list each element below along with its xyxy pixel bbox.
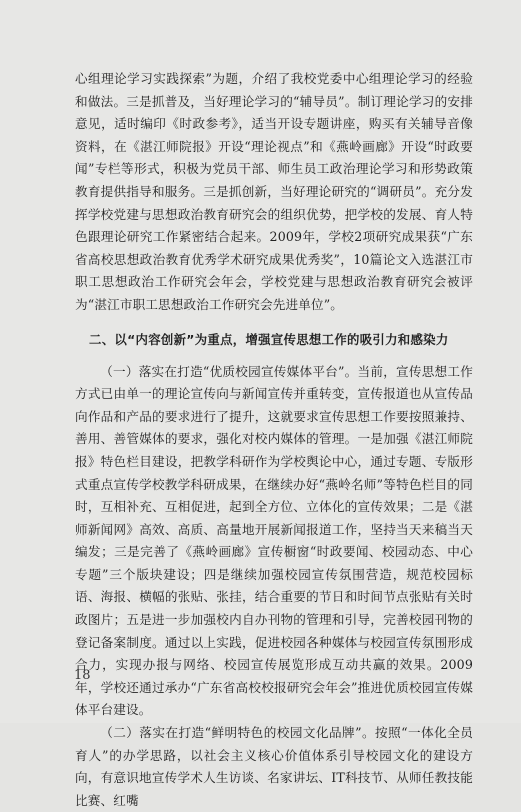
paragraph-media-platform: （一）落实在打造“优质校园宣传媒体平台”。当前，宣传思想工作方式已由单一的理论宣传向与新闻宣传并重转变，宣传报道也从宣传品向作品和产品的要求进行了提升，这就要求宣传思想工作要按照兼持、善用、善管媒体的要求，强化对校内媒体的管理。一是加强《湛江师院报》特色栏目建设，把教学科研作为学校舆论中心，通过专题、专版形式重点宣传学校教学科研成果，在继续办好“燕岭名师”等特色栏目的同时，互相补充、互相促进，起到全方位、立体化的宣传效果；二是《湛师新闻网》高效、高质、高量地开展新闻报道工作，坚持当天来稿当天编发；三是完善了《燕岭画廊》宣传橱窗“时政要闻、校园动态、中心专题”三个版块建设；四是继续加强校园宣传氛围营造，规范校园标语、海报、横幅的张贴、张挂，结合重要的节日和时间节点张贴有关时政图片；五是进一步加强校内自办刊物的管理和引导，完善校园刊物的登记备案制度。通过以上实践，促进校园各种媒体与校园宣传氛围形成合力，实现办报与网络、校园宣传展览形成互动共赢的效果。2009年，学校还通过承办“广东省高校校报研究会年会”推进优质校园宣传媒体平台建设。 (75, 363, 473, 718)
paragraph-gap (75, 317, 473, 321)
paragraph-theory-study: 心组理论学习实践探索”为题，介绍了我校党委中心组理论学习的经验和做法。三是抓普及，当好理论学习的“辅导员”。制订理论学习的安排意见，适时编印《时政参考》，适当开设专题讲座，购买有关辅导音像资料，在《湛江师院报》开设“理论视点”和《燕岭画廊》开设“时政要闻”专栏等形式，积极为党员干部、师生员工政治理论学习和形势政策教育提供指导和服务。三是抓创新，当好理论研究的“调研员”。充分发挥学校党建与思想政治教育研究会的组织优势，把学校的发展、育人特色跟理论研究工作紧密结合起来。2009年，学校2项研究成果获“广东省高校思想政治教育优秀学术研究成果优秀奖”，10篇论文入选湛江市职工思想政治工作研究会年会，学校党建与思想政治教育研究会被评为“湛江市职工思想政治工作研究会先进单位”。 (75, 71, 473, 312)
paragraph-campus-culture: （二）落实在打造“鲜明特色的校园文化品牌”。按照“一体化全员育人”的办学思路，以社会主义核心价值体系引导校园文化的建设方向，有意识地宣传学术人生访谈、名家讲坛、IT科技节、从师任教技能比赛、红嘴 (75, 725, 473, 808)
page-number: 18 (74, 668, 91, 683)
body-text (75, 68, 473, 812)
section-heading: 二、以“内容创新”为重点，增强宣传思想工作的吸引力和感染力 (89, 331, 449, 347)
